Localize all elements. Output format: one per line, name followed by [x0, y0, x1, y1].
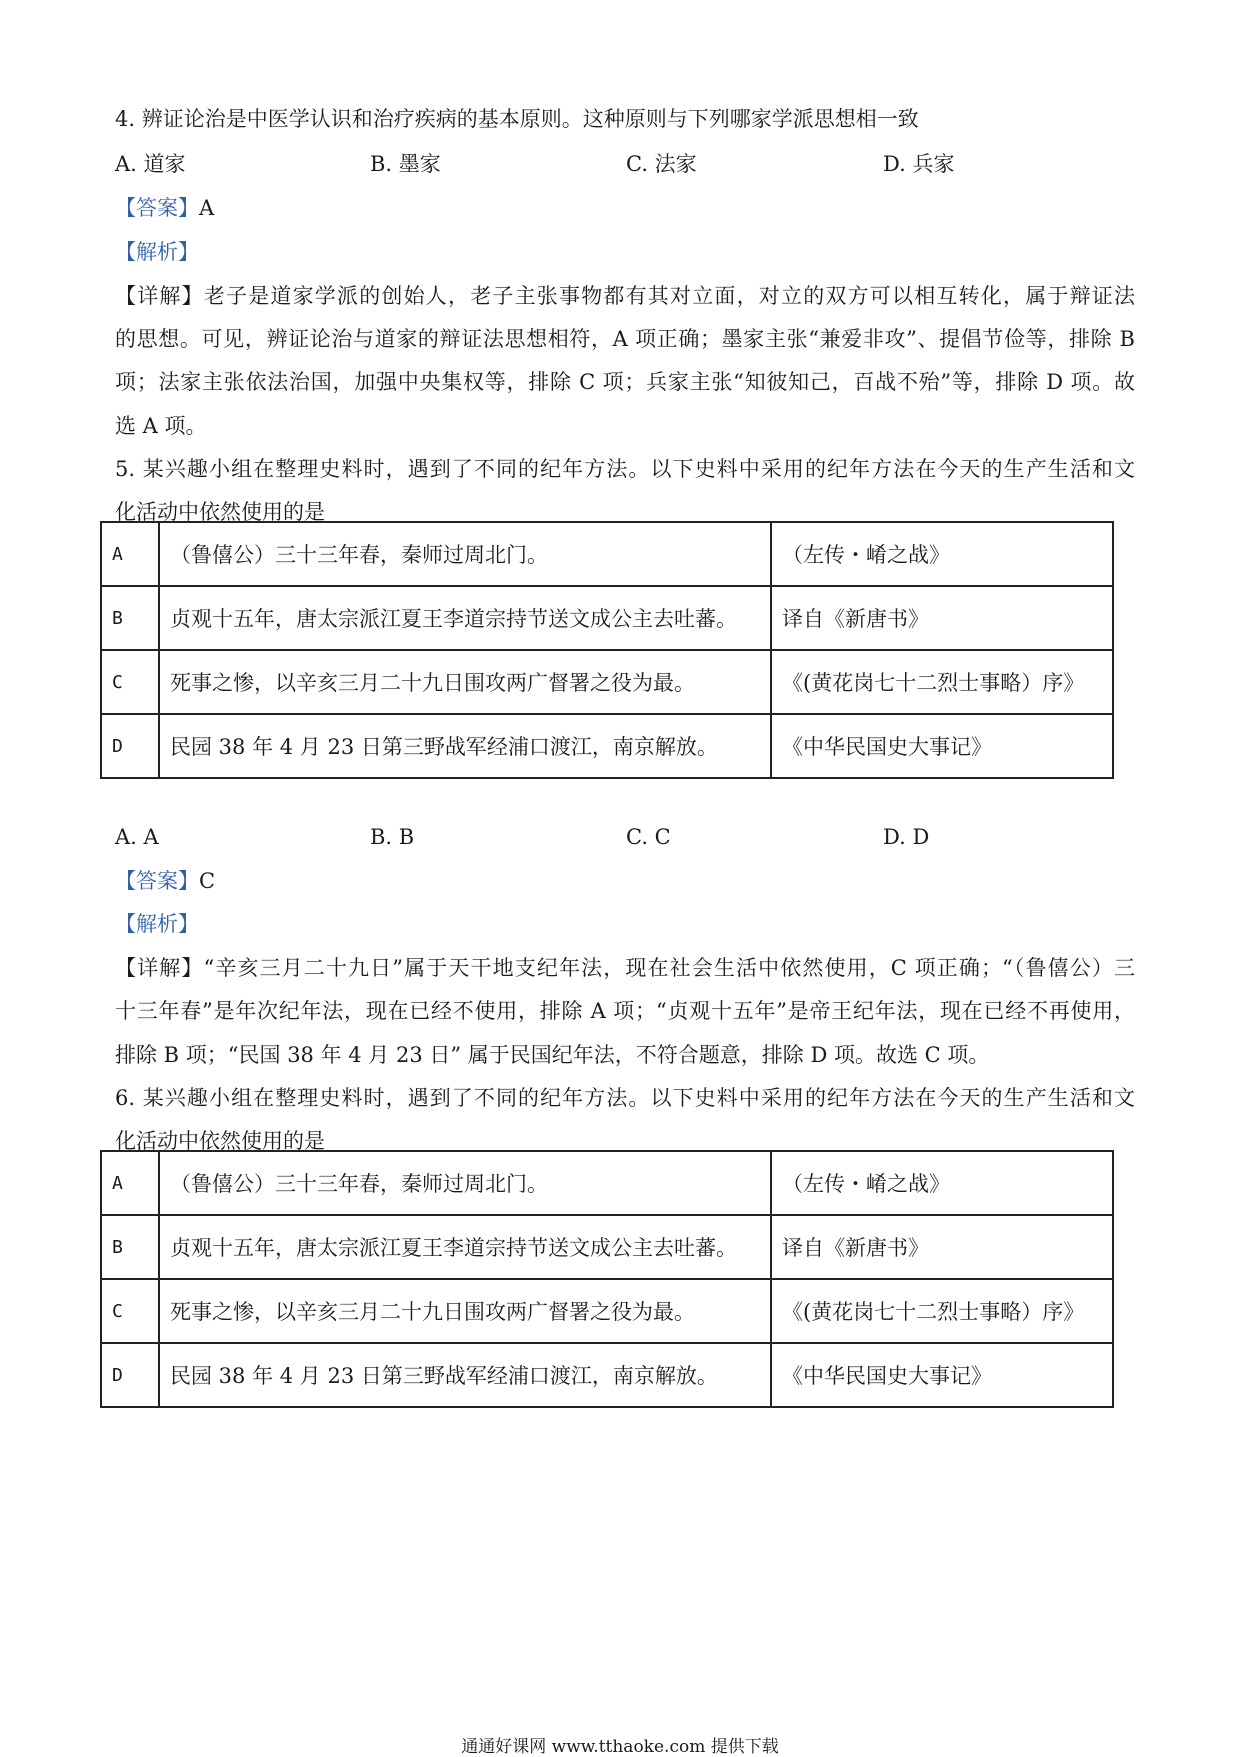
q6-question-line-2: 化活动中依然使用的是 [115, 1129, 325, 1153]
q5-option-c: C. C [626, 825, 671, 849]
table-row [101, 1215, 1113, 1279]
row-letter: C [101, 1279, 159, 1343]
row-excerpt: 贞观十五年，唐太宗派江夏王李道宗持节送文成公主去吐蕃。 [159, 1215, 771, 1279]
q5-detail-line-1: 【详解】“辛亥三月二十九日”属于天干地支纪年法，现在社会生活中依然使用，C 项正确；“（鲁僖公）三 [115, 956, 1135, 980]
row-source: （左传・崤之战》 [771, 522, 1113, 586]
table-row [101, 1151, 1113, 1215]
q4-analysis-tag: 【解析】 [115, 240, 199, 264]
answer-tag: 【答案】 [115, 196, 199, 220]
q4-detail-line-1: 【详解】老子是道家学派的创始人，老子主张事物都有其对立面，对立的双方可以相互转化，属于辩证法 [115, 284, 1135, 308]
q5-option-b: B. B [370, 825, 415, 849]
answer-tag: 【答案】 [115, 869, 199, 893]
row-excerpt: 死事之惨，以辛亥三月二十九日围攻两广督署之役为最。 [159, 650, 771, 714]
q5-question-line-2: 化活动中依然使用的是 [115, 500, 325, 524]
answer-value: C [199, 869, 216, 893]
row-source: （左传・崤之战》 [771, 1151, 1113, 1215]
q4-question: 4. 辨证论治是中医学认识和治疗疾病的基本原则。这种原则与下列哪家学派思想相一致 [115, 107, 919, 131]
table-row [101, 1279, 1113, 1343]
row-source: 译自《新唐书》 [771, 1215, 1113, 1279]
row-excerpt: 死事之惨，以辛亥三月二十九日围攻两广督署之役为最。 [159, 1279, 771, 1343]
row-source: 《中华民国史大事记》 [771, 1343, 1113, 1407]
table-row [101, 586, 1113, 650]
row-source: 《(黄花岗七十二烈士事略）序》 [771, 650, 1113, 714]
q5-answer [115, 867, 1135, 895]
row-letter: A [101, 1151, 159, 1215]
q4-answer [115, 194, 1135, 222]
table-row [101, 522, 1113, 586]
row-source: 《(黄花岗七十二烈士事略）序》 [771, 1279, 1113, 1343]
row-letter: D [101, 714, 159, 778]
q4-detail-line-3: 项；法家主张依法治国，加强中央集权等，排除 C 项；兵家主张“知彼知己，百战不殆”等，排除 D 项。故 [115, 370, 1135, 394]
row-source: 《中华民国史大事记》 [771, 714, 1113, 778]
row-source: 译自《新唐书》 [771, 586, 1113, 650]
table-row [101, 1343, 1113, 1407]
row-letter: B [101, 1215, 159, 1279]
q4-option-a: A. 道家 [115, 152, 186, 176]
q4-option-c: C. 法家 [626, 152, 697, 176]
q5-detail-line-3: 排除 B 项；“民国 38 年 4 月 23 日” 属于民国纪年法，不符合题意，排除 D 项。故选 C 项。 [115, 1043, 990, 1067]
q6-question-line-1: 6. 某兴趣小组在整理史料时，遇到了不同的纪年方法。以下史料中采用的纪年方法在今天的生产生活和文 [115, 1086, 1135, 1110]
q5-question-line-1: 5. 某兴趣小组在整理史料时，遇到了不同的纪年方法。以下史料中采用的纪年方法在今天的生产生活和文 [115, 457, 1135, 481]
row-letter: A [101, 522, 159, 586]
row-excerpt: （鲁僖公）三十三年春，秦师过周北门。 [159, 522, 771, 586]
q4-option-d: D. 兵家 [883, 152, 955, 176]
q4-detail-line-2: 的思想。可见，辨证论治与道家的辩证法思想相符，A 项正确；墨家主张“兼爱非攻”、提倡节俭等，排除 B [115, 327, 1135, 351]
page-footer: 通通好课网 www.tthaoke.com 提供下载 [461, 1737, 779, 1757]
table-row [101, 650, 1113, 714]
q5-option-d: D. D [883, 825, 930, 849]
row-letter: B [101, 586, 159, 650]
row-letter: C [101, 650, 159, 714]
row-letter: D [101, 1343, 159, 1407]
q4-detail-line-4: 选 A 项。 [115, 414, 207, 438]
q5-option-a: A. A [115, 825, 159, 849]
q5-source-table [100, 521, 1114, 779]
q5-detail-line-2: 十三年春”是年次纪年法，现在已经不使用，排除 A 项；“贞观十五年”是帝王纪年法，现在已经不再使用， [115, 999, 1135, 1023]
q6-source-table [100, 1150, 1114, 1408]
q5-analysis-tag: 【解析】 [115, 912, 199, 936]
row-excerpt: 民园 38 年 4 月 23 日第三野战军经浦口渡江，南京解放。 [159, 714, 771, 778]
table-row [101, 714, 1113, 778]
row-excerpt: 贞观十五年，唐太宗派江夏王李道宗持节送文成公主去吐蕃。 [159, 586, 771, 650]
row-excerpt: 民园 38 年 4 月 23 日第三野战军经浦口渡江，南京解放。 [159, 1343, 771, 1407]
q4-option-b: B. 墨家 [370, 152, 441, 176]
answer-value: A [199, 196, 215, 220]
row-excerpt: （鲁僖公）三十三年春，秦师过周北门。 [159, 1151, 771, 1215]
